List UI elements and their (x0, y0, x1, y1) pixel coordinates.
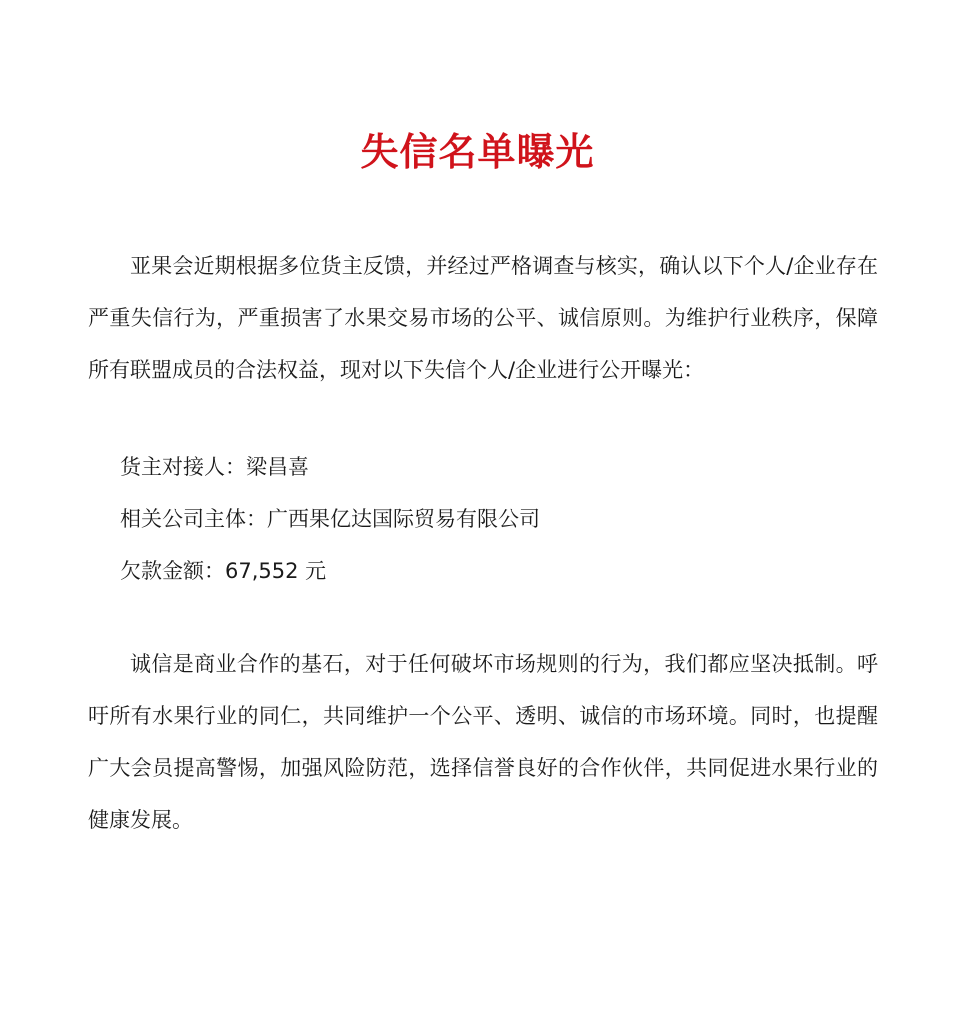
debt-amount-value: 67,552 元 (225, 559, 327, 583)
intro-paragraph: 亚果会近期根据多位货主反馈，并经过严格调查与核实，确认以下个人/企业存在严重失信行为，严重损害了水果交易市场的公平、诚信原则。为维护行业秩序，保障所有联盟成员的合法权益，现对以下失信个人/企业进行公开曝光： (88, 254, 878, 382)
debt-amount-row (120, 545, 880, 597)
company-row (120, 493, 880, 545)
contact-person-row (120, 441, 880, 493)
page-title: 失信名单曝光 (360, 130, 595, 174)
company-value: 广西果亿达国际贸易有限公司 (267, 507, 540, 531)
closing-paragraph: 诚信是商业合作的基石，对于任何破坏市场规则的行为，我们都应坚决抵制。呼吁所有水果行业的同仁，共同维护一个公平、透明、诚信的市场环境。同时，也提醒广大会员提高警惕，加强风险防范，选择信誉良好的合作伙伴，共同促进水果行业的健康发展。 (88, 652, 878, 832)
dishonest-party-details (120, 441, 880, 597)
contact-person-value: 梁昌喜 (246, 455, 309, 479)
company-label: 相关公司主体： (120, 507, 267, 531)
debt-amount-label: 欠款金额： (120, 559, 225, 583)
contact-person-label: 货主对接人： (120, 455, 246, 479)
